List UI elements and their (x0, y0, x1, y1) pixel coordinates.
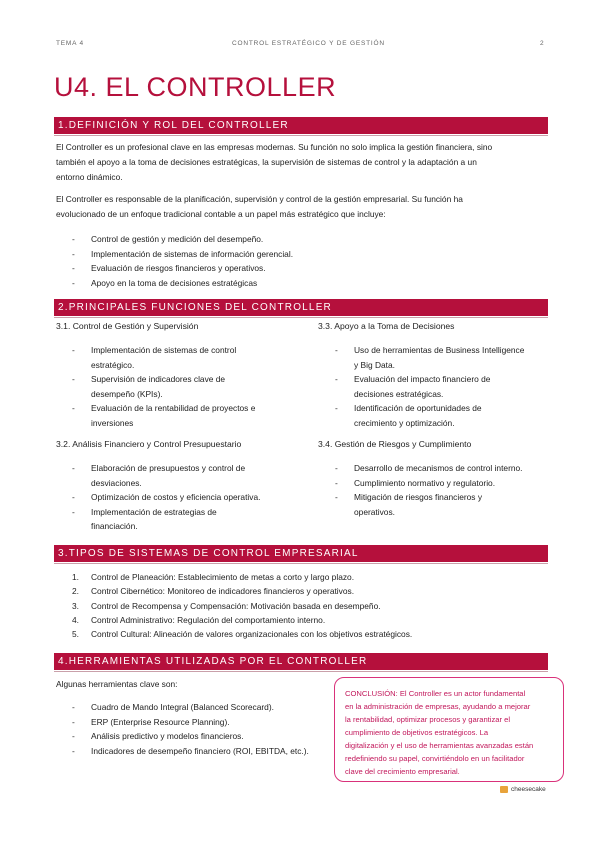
brand-watermark (500, 786, 546, 793)
section-1-heading: 1.DEFINICIÓN Y ROL DEL CONTROLLER (54, 117, 548, 134)
list-item: - Uso de herramientas de Business Intelligence y Big Data. (335, 343, 550, 372)
subsection-bullet-list (72, 343, 292, 430)
subsection-bullet-list (335, 461, 550, 519)
list-item: - Elaboración de presupuestos y control de desviaciones. (72, 461, 292, 490)
section-1-bullet-list (72, 232, 293, 290)
subsection-title: 3.2. Análisis Financiero y Control Presupuestario (56, 439, 242, 449)
section-2-heading: 2.PRINCIPALES FUNCIONES DEL CONTROLLER (54, 299, 548, 316)
list-item: 1. Control de Planeación: Establecimiento de metas a corto y largo plazo. (72, 572, 355, 582)
list-item: - Evaluación de la rentabilidad de proyectos e inversiones (72, 401, 292, 430)
section-4-heading: 4.HERRAMIENTAS UTILIZADAS POR EL CONTROLLER (54, 653, 548, 670)
section-divider (54, 671, 548, 672)
page-title: U4. EL CONTROLLER (54, 72, 337, 102)
header-topic: TEMA 4 (56, 40, 84, 47)
section-4-bullet-list (72, 700, 332, 758)
section-1-paragraph-1: El Controller es un profesional clave en las empresas modernas. Su función no solo implica la gestión financiera, sino también el apoyo a la toma de decisiones estratégicas, la supervisión de sistemas de control y la adaptación a un entorno dinámico. (56, 142, 493, 182)
section-divider (54, 317, 548, 318)
section-1-paragraph-2: El Controller es responsable de la planificación, supervisión y control de la gestión empresarial. Su función ha evolucionado de un enfoque tradicional contable a un papel más estratégico que incluye: (56, 194, 463, 219)
subsection-bullet-list (335, 343, 550, 430)
section-3-heading: 3.TIPOS DE SISTEMAS DE CONTROL EMPRESARIAL (54, 545, 548, 562)
list-item: - Cumplimiento normativo y regulatorio. (335, 476, 550, 491)
subsection-title: 3.4. Gestión de Riesgos y Cumplimiento (318, 439, 472, 449)
section-divider (54, 135, 548, 136)
list-item: 5. Control Cultural: Alineación de valores organizacionales con los objetivos estratégicos. (72, 629, 413, 640)
list-item: - Implementación de sistemas de información gerencial. (72, 247, 293, 262)
list-item: - Evaluación del impacto financiero de decisiones estratégicas. (335, 372, 550, 401)
list-item: - Control de gestión y medición del desempeño. (72, 232, 293, 247)
cheesecake-logo-icon (500, 786, 508, 793)
list-item: 2. Control Cibernético: Monitoreo de indicadores financieros y operativos. (72, 586, 355, 597)
header-subject: CONTROL ESTRATÉGICO Y DE GESTIÓN (232, 40, 385, 47)
list-item: - Análisis predictivo y modelos financieros. (72, 729, 332, 744)
list-item: - Optimización de costos y eficiencia operativa. (72, 490, 292, 505)
list-item: - Implementación de estrategias de financiación. (72, 505, 292, 534)
list-item: 4. Control Administrativo: Regulación del comportamiento interno. (72, 614, 326, 625)
list-item: - Cuadro de Mando Integral (Balanced Scorecard). (72, 700, 332, 715)
list-item: - Evaluación de riesgos financieros y operativos. (72, 261, 293, 276)
list-item: - Supervisión de indicadores clave de desempeño (KPIs). (72, 372, 292, 401)
brand-label: cheesecake (511, 786, 546, 793)
list-item: - Identificación de oportunidades de crecimiento y optimización. (335, 401, 550, 430)
list-item: - Indicadores de desempeño financiero (ROI, EBITDA, etc.). (72, 744, 332, 759)
subsection-title: 3.1. Control de Gestión y Supervisión (56, 321, 199, 331)
subsection-bullet-list (72, 461, 292, 534)
list-item: 3. Control de Recompensa y Compensación: Motivación basada en desempeño. (72, 600, 381, 611)
list-item: - ERP (Enterprise Resource Planning). (72, 715, 332, 730)
list-item: - Implementación de sistemas de control estratégico. (72, 343, 292, 372)
section-4-intro: Algunas herramientas clave son: (56, 679, 178, 689)
header-page-number: 2 (540, 40, 545, 47)
conclusion-box: CONCLUSIÓN: El Controller es un actor fundamental en la administración de empresas, ayudando a mejorar la rentabilidad, optimizar procesos y garantizar el cumplimiento de objetivos estratégicos. La digitalización y el uso de herramientas avanzadas están redefiniendo su papel, convirtiéndolo en un facilitador clave del crecimiento empresarial. (334, 677, 564, 782)
subsection-title: 3.3. Apoyo a la Toma de Decisiones (318, 321, 455, 331)
list-item: - Mitigación de riesgos financieros y operativos. (335, 490, 550, 519)
list-item: - Desarrollo de mecanismos de control interno. (335, 461, 550, 476)
list-item: - Apoyo en la toma de decisiones estratégicas (72, 276, 293, 291)
section-3-numbered-list (72, 570, 412, 641)
section-divider (54, 563, 548, 564)
